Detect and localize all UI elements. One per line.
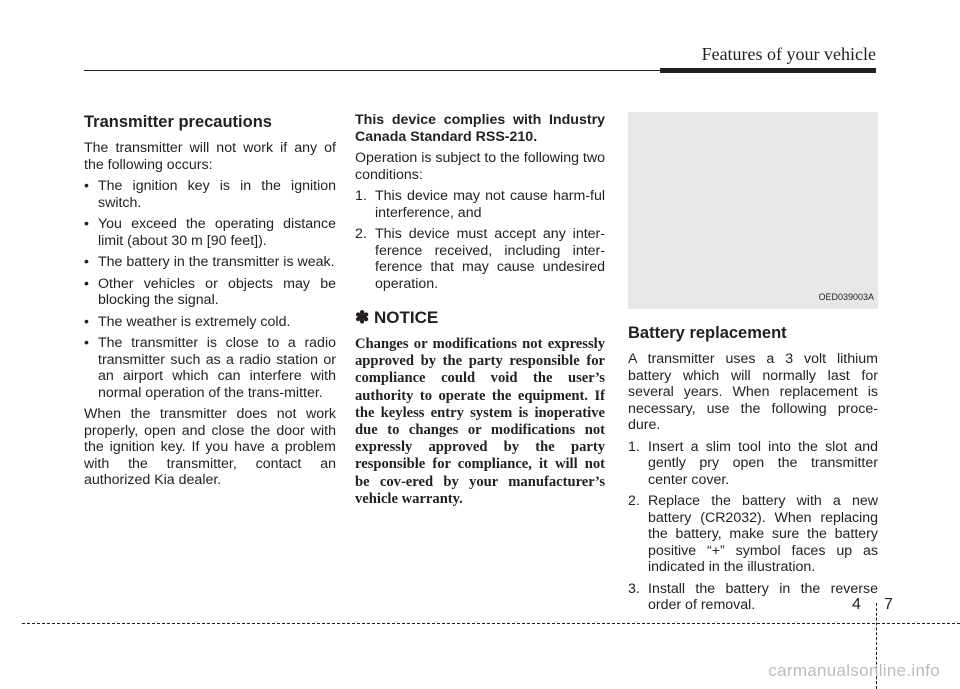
right-column <box>628 112 878 619</box>
compliance-statement: This device complies with Industry Canada Standard RSS-210. <box>355 112 605 145</box>
precautions-closing: When the transmitter does not work properly, open and close the door with the ignition key. If you have a problem with the transmitter, contact an authorized Kia dealer. <box>84 406 336 488</box>
asterisk-icon: ✽ <box>355 308 370 327</box>
list-item-text: This device may not cause harm-ful interference, and <box>375 188 605 221</box>
conditions-intro: Operation is subject to the following two conditions: <box>355 150 605 183</box>
bullet-icon: • <box>84 335 89 351</box>
list-item-text: You exceed the operating distance limit (about 30 m [90 feet]). <box>98 216 336 249</box>
list-item <box>84 314 336 331</box>
list-item-text: Insert a slim tool into the slot and gently pry open the transmitter center cover. <box>648 438 878 488</box>
notice-title: NOTICE <box>373 308 439 327</box>
list-item-text: Other vehicles or objects may be blocking the signal. <box>98 275 336 308</box>
bullet-icon: • <box>84 178 89 194</box>
list-number: 1. <box>355 188 367 204</box>
list-item-text: The transmitter is close to a radio transmitter such as a radio station or an airport which can interfere with normal operation of the trans-mitter. <box>98 335 336 401</box>
list-item-text: The ignition key is in the ignition switch. <box>98 178 336 211</box>
list-item-text: This device must accept any inter-ference received, including inter-ference that may cause undesired operation. <box>375 226 605 292</box>
precautions-list <box>84 178 336 401</box>
list-item <box>628 439 878 489</box>
battery-illustration <box>628 112 878 309</box>
list-item <box>84 335 336 401</box>
list-number: 2. <box>628 493 640 509</box>
notice-heading <box>355 308 605 328</box>
list-item <box>355 188 605 221</box>
transmitter-precautions-heading: Transmitter precautions <box>84 113 272 131</box>
conditions-list <box>355 188 605 292</box>
list-item-text: The battery in the transmitter is weak. <box>98 254 335 270</box>
page-number: 7 <box>884 596 893 613</box>
list-number: 2. <box>355 226 367 242</box>
watermark: carmanualsonline.info <box>768 661 940 680</box>
list-item <box>84 254 336 271</box>
list-number: 1. <box>628 438 640 455</box>
bullet-icon: • <box>84 216 89 232</box>
list-number: 3. <box>628 580 640 597</box>
list-item-text: The weather is extremely cold. <box>98 313 291 330</box>
figure-code: OED039003A <box>818 291 874 302</box>
bullet-icon: • <box>84 313 89 330</box>
middle-column <box>355 112 605 508</box>
precautions-intro: The transmitter will not work if any of the following occurs: <box>84 140 336 173</box>
section-title: Features of your vehicle <box>701 44 876 64</box>
list-item <box>628 581 878 614</box>
list-item-text: Replace the battery with a new battery (CR2032). When replacing the battery, make sure the battery positive “+” symbol faces up as indicated in the illustration. <box>648 493 878 575</box>
battery-intro: A transmitter uses a 3 volt lithium battery which will normally last for several years. When replacement is necessary, use the following proce-dure. <box>628 351 878 433</box>
battery-steps-list <box>628 439 878 614</box>
left-column <box>84 112 336 494</box>
notice-body: Changes or modifications not expressly approved by the party responsible for compliance could void the user’s authority to operate the equipment. If the keyless entry system is inoperative due to changes or modifications not expressly approved by the party responsible for compliance, it will not be cov-ered by your manufacturer’s vehicle warranty. <box>355 336 605 507</box>
bullet-icon: • <box>84 254 89 270</box>
battery-replacement-heading: Battery replacement <box>628 324 787 342</box>
bullet-icon: • <box>84 275 89 292</box>
list-item <box>84 216 336 249</box>
list-item <box>84 178 336 211</box>
list-item <box>628 493 878 576</box>
footer-rule <box>22 623 960 624</box>
list-item <box>84 276 336 309</box>
list-item-text: Install the battery in the reverse order of removal. <box>648 580 878 613</box>
list-item <box>355 226 605 292</box>
header-rule-accent <box>660 68 876 73</box>
chapter-number: 4 <box>852 596 861 613</box>
